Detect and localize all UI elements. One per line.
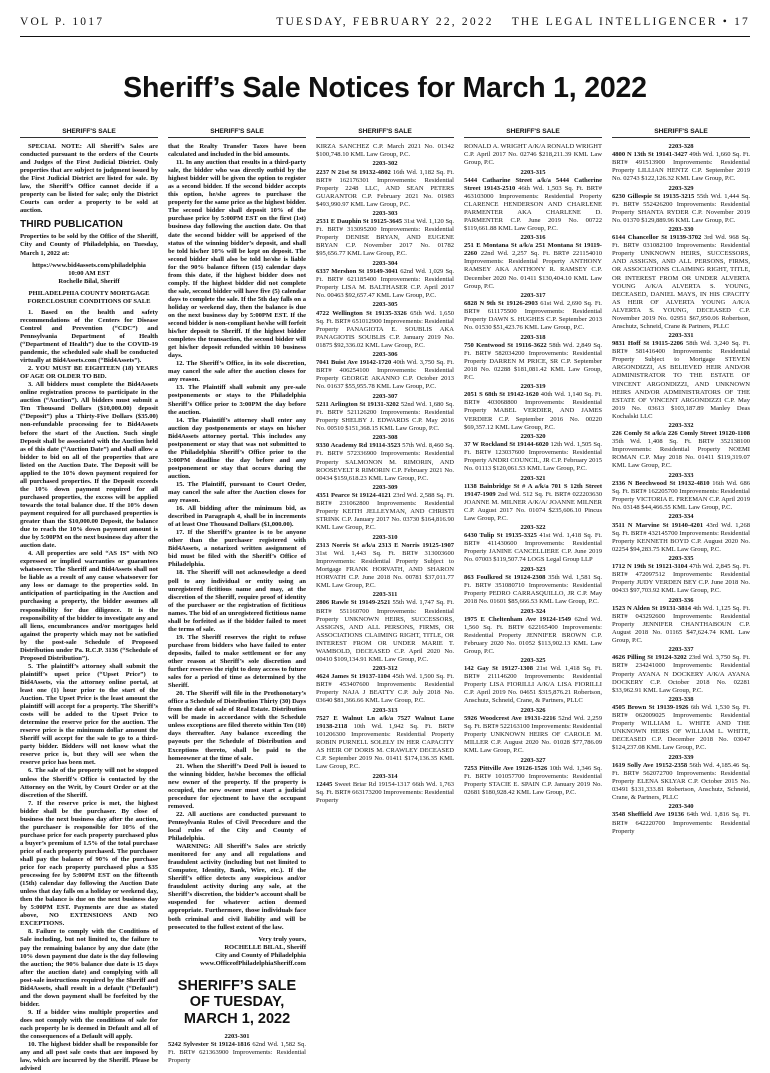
banner-line-1: SHERIFF’S SALE [177, 977, 297, 994]
writ-number: 2203-329 [668, 184, 694, 192]
writ-number: 2203-338 [668, 696, 694, 704]
listing-details: 7041 Buist Ave 19142-1720 40th Wd. 3,750 Sq. Ft. BRT# 406254100 Improvements: Residential Property GEORGE AKANNO C.P. October 2013 No. 01637 $55,955.78 KML Law Group, P.C. [316, 359, 454, 391]
writ-number: 2203-305 [372, 301, 398, 309]
condition-rule: 16. All bidding after the minimum bid, as described in Paragraph 4, shall be in increments of at least One Thousand Dollars ($1,000.00). [168, 505, 306, 529]
writ-number: 2203-321 [520, 474, 546, 482]
writ-number: 2203-328 [668, 143, 694, 150]
banner-line-3: MARCH 1, 2022 [183, 1010, 291, 1027]
conditions-heading: PHILADELPHIA COUNTY MORTGAGE FORECLOSURE CONDITIONS OF SALE [27, 289, 151, 305]
property-listing [464, 292, 602, 332]
property-listing [612, 597, 750, 645]
property-listing [464, 566, 602, 606]
property-listing [464, 475, 602, 523]
masthead-rule [20, 36, 750, 37]
property-listing [168, 1033, 306, 1065]
condition-rule: 2. YOU MUST BE EIGHTEEN (18) YEARS OF AGE OR OLDER TO BID. [20, 365, 158, 381]
listing-details: 4800 N 13th St 19141-3427 49th Wd. 1,660 Sq. Ft. BRT# 491513900 Improvements: Residential Property LILLIAN HENTZ C.P. September 2019 No. 02743 $122,126.32 KML Law Group, P.C. [612, 151, 750, 183]
condition-rule: 1. Based on the health and safety recommendations of the Centers for Disease Control and Prevention (“CDC”) and Pennsylvania Department of Health (“Department of Health”) due to the COVID-19 pandemic, the scheduled sale shall be conducted virtually at Bid4Assets.com (“Bid4Assets”). [20, 308, 158, 365]
listing-details: 142 Gay St 19127-1308 21st Wd. 1,418 Sq. Ft. BRT# 211146200 Improvements: Residential Property LISA FIORILLI A/K/A LISA FIORILLI C.P. April 2019 No. 04651 $315,876.21 Robertson, Anschutz, Schneid, Crane, & Partners, PLLC [464, 665, 602, 705]
listing-details: 1138 Bainbridge St # A a/k/a 701 S 12th Street 19147-1909 2nd Wd. 512 Sq. Ft. BRT# 022203630 JOANNE M. MILNER A/K/A/ JOANNE MILNER C.P. August 2017 No. 01074 $235,606.10 Pincus Law Group, P.C. [464, 482, 602, 522]
property-listing [464, 169, 602, 233]
writ-number: 2203-332 [668, 422, 694, 430]
column-1 [20, 143, 158, 1073]
condition-rule: 14. The Plaintiff’s attorney shall enter any auction day postponements or stays on his/her Bid4Assets attorney portal. This includes any postponement or stay that was not submitted to the Philadelphia Sheriff’s Office prior to the 3:00PM deadline the day before and any postponement or stay that occurs during the auction. [168, 416, 306, 480]
listing-details: 1619 Solly Ave 19152-2358 56th Wd. 4,185.46 Sq. Ft. BRT# 562072700 Improvements: Residential Property ELENA SKLYAR C.P. October 2015 No. 03491 $131,333.81 Robertson, Anschutz, Schneid, Crane, & Partners, PLLC [612, 761, 751, 801]
condition-rule: 11. In any auction that results in a third-party sale, the bidder who was directly outbid by the highest bidder will be given the option to register as a second bidder. If the second bidder accepts this option, he/she agrees to purchase the property for the same price as the highest bidder. The second bidder shall deposit 10% of the purchase price by 5:00PM EST on the first (1st) business day following the auction date. On that date the second bidder will be apprised of the status of the winning bidder’s deposit, and shall be told his/her 10% will be kept on deposit. The second bidder shall also be told he/she is liable for the 90% balance fifteen (15) calendar days from this date, if the highest bidder does not comply. If the highest bidder did not complete the sale, second bidder will have five (5) calendar days to complete the sale. If the 5th day falls on a holiday or weekend day, then the balance is due on the next business day by 5:00PM EST. If the second bidder is non-compliant he/she will forfeit his/her deposit to Sheriff. If the highest bidder completes the transaction, the second bidder will get his/her deposit refunded within 10 business days. [168, 159, 306, 360]
property-listing [612, 696, 750, 752]
writ-number: 2203-337 [668, 646, 694, 654]
property-listing [316, 665, 454, 705]
listing-details: KIRZA SANCHEZ C.P. March 2021 No. 01342 $100,748.10 KML Law Group, P.C. [316, 143, 454, 159]
listing-details: 7527 E Walnut Ln a/k/a 7527 Walnut Lane 19138-2118 10th Wd. 1,942 Sq. Ft. BRT# 101206300 Improvements: Residential Property ROBIN PURNELL SOLELY IN HER CAPACITY AS HEIR OF DORIS M. CRAWLEY DECEASED C.P. September 2019 No. 01411 $174,136.35 KML Law Group, P.C. [316, 714, 454, 771]
writ-number: 2203-317 [520, 292, 546, 300]
listing-details: 6144 Chancellor St 19139-3702 3rd Wd. 968 Sq. Ft. BRT# 031082100 Improvements: Residential Property UNKNOWN HEIRS, SUCCESSORS, AND ASSIGNS, AND ALL PERSONS, FIRMS, OR ASSOCIATIONS CLAIMING RIGHT, TITLE, OR INTEREST FROM OR UNDER ALVERTA YOUNG A/K/A ALVERTA S. YOUNG, DECEASED, DANIEL MAYS, IN HIS CPACITY AS HEIR OF ALVERTA YOUNG A/K/A ALVERTA S. YOUNG, DECEASED C.P. November 2019 No. 02951 $67,950.06 Robertson, Anschutz, Schneid, Crane & Partners, PLLC [612, 234, 750, 330]
writ-number: 2203-334 [668, 513, 694, 521]
auction-time: 10:00 AM EST [68, 269, 110, 277]
property-listing [464, 757, 602, 797]
warning-notice: WARNING: All Sheriff’s Sales are strictly monitored for any and all regulations and fraudulent activity (including but not limited to Computer, Identity, Bank, Wire, etc.). If the Sheriff’s office detects any suspicious and/or fraudulent activity during any sale, at the Sheriff’s discretion, the bidder’s account shall be suspended for whatever action deemed appropriate. Furthermore, those individuals face both criminal and civil liability and will be prosecuted to the fullest extent of the law. [168, 843, 306, 931]
property-listing [464, 383, 602, 431]
column-heading-1: SHERIFF'S SALE [20, 128, 158, 138]
condition-rule: 10. The highest bidder shall be responsible for any and all post sale costs that are imposed by law, which are incurred by the Sheriff. Please be advised [20, 1041, 158, 1073]
listing-details: RONALD A. WRIGHT A/K/A RONALD WRIGHT C.P. April 2017 No. 02746 $218,211.39 KML Law Group, P.C. [464, 143, 602, 167]
writ-number: 2203-312 [372, 665, 398, 673]
property-listing [316, 484, 454, 532]
writ-number: 2203-326 [520, 706, 546, 714]
property-listing [464, 524, 602, 564]
listing-details: 6828 N 9th St 19126-2903 61st Wd. 2,690 Sq. Ft. BRT# 611175500 Improvements: Residential Property DAWN S. HUGHES C.P. September 2013 No. 01530 $51,423.76 KML Law Group, P.C. [464, 300, 602, 332]
property-listing [464, 334, 602, 382]
publication-note: Properties to be sold by the Office of the Sheriff, City and County of Philadelphia, on Tuesday, March 1, 2022 at: [20, 233, 158, 257]
listing-details: 7253 Pittville Ave 19126-1526 10th Wd. 1,346 Sq. Ft. BRT# 101057700 Improvements: Residential Property STACIE E. SPAIN C.P. January 2019 No. 02681 $180,928.42 KML Law Group, P.C. [464, 764, 602, 796]
property-listing [316, 351, 454, 391]
column-3 [316, 143, 454, 1013]
condition-rule: that the Realty Transfer Taxes have been calculated and included in the bid amounts. [168, 143, 306, 159]
property-listing [612, 143, 750, 183]
property-listing [316, 434, 454, 482]
condition-rule: 19. The Sheriff reserves the right to refuse purchase from bidders who have failed to enter deposits, failed to make settlement or for any other reason at Sheriff’s sole discretion and further reserves the right to deny access to future sales for a period of time as determined by the Sheriff. [168, 633, 306, 690]
publication-heading: THIRD PUBLICATION [20, 219, 123, 231]
writ-number: 2203-302 [372, 160, 398, 168]
writ-number: 2203-336 [668, 596, 694, 604]
sale-date-banner [168, 978, 306, 1028]
listing-details: 5211 Arlington St 19131-3202 52nd Wd. 1,680 Sq. Ft. BRT# 521126200 Improvements: Residential Property SHELBY J. EDWARDS C.P. May 2016 No. 00510 $151,368.15 KML Law Group, P.C. [316, 400, 454, 432]
writ-number: 2203-335 [668, 555, 694, 563]
writ-number: 2203-318 [520, 333, 546, 341]
listing-details: 2806 Rawle St 19149-2521 55th Wd. 1,747 Sq. Ft. BRT# 551160700 Improvements: Residential Property UNKNOWN HEIRS, SUCCESSORS, ASSIGNS, AND ALL PERSONS, FIRMS, OR ASSOCIATIONS CLAIMING RIGHT, TITLE, OR INTEREST FROM OR UNDER MARIE T. WAMBOLD, DECEASED C.P. April 2020 No. 00410 $109,134.91 KML Law Group, P.C. [316, 599, 454, 663]
auction-url[interactable]: https://www.bid4assets.com/philadelphia [32, 261, 146, 269]
listing-details: 1975 E Cheltenham Ave 19124-1549 62nd Wd. 1,560 Sq. Ft. BRT# 622165400 Improvements: Residential Property JENNIFER BROWN C.P. February 2020 No. 01052 $113,902.13 KML Law Group, P.C. [464, 615, 602, 655]
property-listing [464, 608, 602, 656]
writ-number: 2203-301 [224, 1033, 250, 1041]
condition-rule: 18. The Sheriff will not acknowledge a deed poll to any individual or entity using an unregistered fictitious name and may, at the discretion of the Sheriff, require proof of identity of the purchaser or the registration of fictitious names. The bid of an unregistered fictitious name shall be forfeited as if the bidder failed to meet the terms of sale. [168, 569, 306, 633]
writ-number: 2203-304 [372, 259, 398, 267]
property-listing [316, 393, 454, 433]
listing-details: 2051 S 68th St 19142-1620 40th Wd. 1,140 Sq. Ft. BRT# 403068800 Improvements: Residential Property MABEL VERDIER, AND JAMES VERDIER C.P. September 2016 No. 00220 $69,357.12 KML Law Group, P.C. [464, 391, 602, 431]
property-listing [612, 226, 750, 331]
listing-details: 5444 Catharine Street a/k/a 5444 Catherine Street 19143-2510 46th Wd. 1,503 Sq. Ft. BRT# 463103000 Improvements: Residential Property CLARENCE HENDERSON AND CHARLENE PARMENTER AKA CHARLENE D. PARMENTER C.P. June 2019 No. 00722 $119,661.88 KML Law Group, P.C. [464, 176, 602, 232]
publication-name: THE LEGAL INTELLIGENCER • 17 [511, 16, 750, 28]
issue-date: TUESDAY, FEBRUARY 22, 2022 [276, 16, 494, 28]
property-listing [612, 803, 750, 835]
writ-number: 2203-319 [520, 383, 546, 391]
writ-number: 2203-325 [520, 657, 546, 665]
listing-details: 9831 Hoff St 19115-2206 58th Wd. 3,240 Sq. Ft. BRT# 581416400 Improvements: Residential Property Subject to Mortgage STEVEN ARGONDIZZI, AS BELIEVED HEIR AND/OR ADMINISTRATOR TO THE ESTATE OF VINCENT ARGONDIZZI, AND UNKNOWN HEIRS AND/OR ADMINISTRATORS OF THE ESTATE OF VINCENT ARGONDIZZI C.P. May 2019 No. 03613 $103,187.89 Manley Deas Kochalski LLC [612, 340, 750, 420]
property-listing [316, 591, 454, 663]
property-listing [464, 657, 602, 705]
column-5 [612, 143, 750, 1013]
condition-rule: 17. If the Sheriff’s grantee is to be anyone other than the purchaser registered with Bid4Assets, a notarized written assignment of bid must be filed with the Sheriff’s Office of Philadelphia. [168, 529, 306, 569]
listing-details: 6430 Tulip St 19135-3325 41st Wd. 1,418 Sq. Ft. BRT# 411430600 Improvements: Residential Property JANINE CANCELLIERE C.P. June 2019 No. 07003 $119,507.74 LOGS Legal Group LLP [464, 532, 602, 564]
writ-number: 2203-330 [668, 226, 694, 234]
property-listing [316, 260, 454, 300]
listing-details: 4624 James St 19137-1104 45th Wd. 1,500 Sq. Ft. BRT# 453407600 Improvements: Residential Property NAJA J BEATTY C.P. July 2018 No. 03640 $81,366.66 KML Law Group, P.C. [316, 673, 454, 705]
column-4 [464, 143, 602, 1013]
column-2 [168, 143, 306, 1065]
page-title: Sheriff’s Sale Notices for March 1, 2022 [123, 72, 647, 104]
column-heading-2: SHERIFF'S SALE [168, 128, 306, 138]
writ-number: 2203-322 [520, 524, 546, 532]
newspaper-page [20, 0, 751, 1073]
listing-details: 2531 E Dauphin St 19125-3645 31st Wd. 1,120 Sq. Ft. BRT# 313095200 Improvements: Residential Property DENISE BRYAN, AND EUGENE BRYAN C.P. November 2017 No. 01782 $95,656.77 KML Law Group, P.C. [316, 218, 455, 258]
writ-number: 2203-340 [668, 803, 694, 811]
property-listing [612, 185, 750, 225]
writ-number: 2203-306 [372, 351, 398, 359]
condition-rule: 4. All properties are sold “AS IS” with NO expressed or implied warranties or guarantees whatsoever. The Sheriff and Bid4Assets shall not be liable as a result of any cause whatsoever for any loss or damage to the properties sold. In anticipation of participating in the Auction and purchasing a property, the bidder assumes all responsibility for due diligence. It is the responsibility of the bidder to investigate any and all liens, encumbrances and/or mortgages held against the property which may not be satisfied by the post-sale Schedule of Proposed Distribution under Pa. R.C.P. 3136 (“Schedule of Proposed Distribution”). [20, 550, 158, 662]
listing-details: 750 Kentwood St 19116-3622 58th Wd. 2,849 Sq. Ft. BRT# 582034200 Improvements: Residential Property DARREN M PRICE, SR C.P. September 2018 No. 02288 $181,081.42 KML Law Group, P.C. [464, 341, 602, 381]
property-listing [316, 143, 454, 159]
writ-number: 2203-331 [668, 332, 694, 340]
condition-rule: 15. The Plaintiff, pursuant to Court Order, may cancel the sale after the Auction closes for any reason. [168, 480, 306, 505]
listing-details: 9330 Academy Rd 19114-3523 57th Wd. 8,460 Sq. Ft. BRT# 572336900 Improvements: Residential Property SALMONON M. RIMORIN, AND ROOSEVELT R RIMORIN C.P. February 2021 No. 00434 $159,618.23 KML Law Group, P.C. [316, 442, 454, 482]
writ-number: 2203-314 [372, 772, 398, 780]
writ-number: 2203-315 [520, 168, 546, 176]
condition-rule: 9. If a bidder wins multiple properties and does not comply with the conditions of sale for each property he is deemed in Default and all of the consequences of a Default will apply. [20, 1008, 158, 1041]
listing-details: 2313 Norris St a/k/a 2313 E Norris 19125-1907 31st Wd. 1,443 Sq. Ft. BRT# 313003600 Improvements: Residential Property Subject to Mortgage FRANK HORVATH, AND SHARON HORVATH C.P. June 2018 No. 00781 $37,011.77 KML Law Group, P.C. [316, 541, 454, 589]
condition-rule: 3. All bidders must complete the Bid4Assets online registration process to participate in the auction (“Auction”). All bidders must submit a Ten Thousand Dollars ($10,000.00) deposit (“Deposit”) plus a Thirty-Five Dollars ($35.00) non-refundable processing fee to Bid4Assets before the start of the Auction. Such single Deposit shall be associated with the Auction held as of this date (“Auction Date”) and shall allow a bidder to bid on all of the properties that are listed on the Auction Date. The Deposit will be applied to the 10% down payment required for all purchased properties. If the Deposit exceeds the 10% down payment required for all purchased properties, the excess will be applied towards the total balance due. If the 10% down payment required for all purchased properties is greater than the $10,000.00 Deposit, the balance due to reach the 10% down payment amount is due by 5:00PM on the next business day after the auction date. [20, 381, 158, 550]
writ-number: 2203-307 [372, 392, 398, 400]
column-heading-4: SHERIFF'S SALE [464, 128, 602, 138]
condition-rule: 6. The sale of the property will not be stopped unless the Sheriff’s Office is contacted by the Attorney on the Writ, by Court Order or at the discretion of the Sheriff. [20, 767, 158, 799]
property-listing [612, 646, 750, 694]
listing-details: 6337 Mershon St 19149-3041 62nd Wd. 1,029 Sq. Ft. BRT# 621185400 Improvements: Residential Property LISA M. BALTHASER C.P. April 2017 No. 00463 $92,657.47 KML Law Group, P.C. [316, 267, 454, 300]
writ-number: 2203-311 [372, 591, 398, 599]
listing-details: 3548 Sheffield Ave 19136 64th Wd. 1,816 Sq. Ft. BRT# 642220700 Improvements: Residential Property [612, 811, 750, 835]
masthead [20, 12, 750, 34]
condition-rule: 8. Failure to comply with the Conditions of Sale including, but not limited to, the failure to pay the remaining balance by any due date (the 10% down payment due date is the day following the auction; the 90% balance due date is 15 days after the auction date) and complying with all post-sale instructions required by the Sheriff and Bid4Assets, shall result in a default (“Default”) and the down payment shall be forfeited by the bidder. [20, 928, 158, 1008]
condition-rule: 13. The Plaintiff shall submit any pre-sale postponements or stays to the Philadelphia Sheriff’s Office prior to 3:00PM the day before the auction. [168, 384, 306, 416]
listing-details: 226 Comly St a/k/a 226 Comly Street 19120-1108 35th Wd. 1,408 Sq. Ft. BRT# 352138100 Improvements: Residential Property NOEMI ROMAN C.P. May 2018 No. 01411 $119,319.07 KML Law Group, P.C. [612, 430, 750, 470]
condition-rule: 12. The Sheriff’s Office, in its sole discretion, may cancel the sale after the auction closes for any reason. [168, 360, 306, 384]
writ-number: 2203-327 [520, 756, 546, 764]
property-listing [316, 707, 454, 771]
property-listing [316, 160, 454, 208]
writ-number: 2203-323 [520, 565, 546, 573]
listing-details: 4722 Wellington St 19135-3326 65th Wd. 1,650 Sq. Ft. BRT# 651012900 Improvements: Residential Property PANAGIOTA E. SOUBLIS AKA PANAGIOTIS SOUBLIS C.P. January 2019 No. 01875 $92,336.02 KML Law Group, P.C. [316, 309, 454, 349]
listing-details: 1523 N Alden St 19131-3814 4th Wd. 1,125 Sq. Ft. BRT# 043292600 Improvements: Residential Property JENNIFER CHANTHABOUN C.P. August 2018 No. 01165 $47,624.74 KML Law Group, P.C. [612, 604, 750, 644]
writ-number: 2203-303 [372, 210, 398, 218]
writ-number: 2203-308 [372, 434, 398, 442]
writ-number: 2203-339 [668, 753, 694, 761]
property-listing [612, 422, 750, 470]
signature-office: City and County of Philadelphia [215, 951, 306, 959]
banner-line-2: OF TUESDAY, [189, 994, 285, 1011]
listing-details: 5242 Sylvester St 19124-1816 62nd Wd. 1,582 Sq. Ft. BRT# 621363900 Improvements: Residential Property [168, 1041, 306, 1065]
sheriff-name: Rochelle Bilal, Sheriff [58, 277, 120, 285]
signature-url[interactable]: www.OfficeofPhiladelphiaSheriff.com [200, 959, 306, 967]
listing-details: 12445 Sweet Briar Rd 19154-1317 66th Wd. 1,763 Sq. Ft. BRT# 663173200 Improvements: Residential Property [316, 780, 454, 804]
signature-name: ROCHELLE BILAL, Sheriff [224, 943, 306, 951]
listing-details: 251 E Montana St a/k/a 251 Montana St 19119-2260 22nd Wd. 2,257 Sq. Ft. BRT# 221154010 Improvements: Residential Property ANTHONY RAMSEY AKA ANTHONY R. RAMSEY C.P. December 2020 No. 01411 $130,404.10 KML Law Group, P.C. [464, 242, 602, 290]
property-listing [612, 332, 750, 421]
property-listing [612, 472, 750, 512]
condition-rule: 5. The plaintiff’s attorney shall submit the plaintiff’s upset price (“Upset Price”) to Bid4Assets, via the attorney online portal, at least one (1) hour prior to the start of the Auction. The Upset Price is the least amount the plaintiff will accept for a property. The Sheriff’s costs will be added to the Upset Price to determine the reserve price for the auction. The reserve price is the minimum dollar amount the Sheriff will accept for the sale to go to a third-party bidder. Bidders will not know what the reserve price is, but they will see when the reserve price has been met. [20, 662, 158, 767]
condition-rule: 22. All auctions are conducted pursuant to Pennsylvania Rules of Civil Procedure and the local rules of the City and County of Philadelphia. [168, 810, 306, 843]
property-listing [612, 754, 750, 802]
listing-details: 4351 Pearce St 19124-4121 23rd Wd. 2,588 Sq. Ft. BRT# 231062800 Improvements: Residential Property KEITH JELLEYMAN, AND CHRISTI STRINK C.P. January 2017 No. 03730 $164,816.90 KML Law Group, P.C. [316, 492, 454, 532]
listing-details: 5926 Woodcrest Ave 19131-2216 52nd Wd. 2,259 Sq. Ft. BRT# 522163100 Improvements: Residential Property UNKNOWN HEIRS OF CAROLE M. MILLER C.P. August 2020 No. 01028 $77,786.09 KML Law Group, P.C. [464, 714, 602, 755]
property-listing [316, 773, 454, 805]
writ-number: 2203-310 [372, 533, 398, 541]
listing-details: 2237 N 21st St 19132-4802 16th Wd. 1,182 Sq. Ft. BRT# 162176301 Improvements: Residential Property 2248 LLC, AND SEAN PETERS GUARANTOR C.P. February 2021 No. 01983 $493,990.97 KML Law Group, P.C. [316, 168, 454, 208]
listing-details: 6230 Gillespie St 19135-3215 55th Wd. 1,444 Sq. Ft. BRT# 552426200 Improvements: Residential Property SHANTA RYDER C.P. November 2019 No. 01370 $129,889.96 KML Law Group, P.C. [612, 192, 750, 224]
writ-number: 2203-313 [372, 706, 398, 714]
property-listing [612, 555, 750, 595]
property-listing [464, 707, 602, 755]
listing-details: 4505 Brown St 19139-1926 6th Wd. 1,530 Sq. Ft. BRT# 062009025 Improvements: Residential Property WILLIAM L. WHITE AND THE UNKNOWN HEIRS OF WILLIAM L. WHITE, DECEASED C.P. December 2018 No. 03047 $124,237.08 KML Law Group, P.C. [612, 704, 750, 752]
writ-number: 2203-324 [520, 607, 546, 615]
writ-number: 2203-316 [520, 234, 546, 242]
special-note: SPECIAL NOTE: All Sheriff’s Sales are conducted pursuant to the orders of the Courts and Judges of the First Judicial District. Only properties that are subject to judgment issued by the First Judicial District are listed for sale. By law, the Sheriff’s Office cannot decide if a property can be listed for sale; only the District Courts can order a property to be sold at auction. [20, 143, 158, 215]
volume-page: VOL P. 1017 [20, 16, 105, 28]
condition-rule: 20. The Sheriff will file in the Prothonotary’s office a Schedule of Distribution Thirty (30) Days from the date of sale of Real Estate. Distribution will be made in accordance with the Schedule unless exceptions are filed thereto within Ten (10) days thereafter. Any balance exceeding the payouts per the Schedule of Distribution and Exceptions thereto, shall be paid to the homeowner at the time of sale. [168, 690, 306, 762]
property-listing [612, 513, 750, 553]
property-listing [464, 143, 602, 167]
column-heading-3: SHERIFF'S SALE [316, 128, 454, 138]
property-listing [316, 210, 454, 258]
listing-details: 2336 N Beechwood St 19132-4810 16th Wd. 686 Sq. Ft. BRT# 162205700 Improvements: Residential Property VICTORIA E. FREEMAN C.P. April 2019 No. 03148 $44,466.55 KML Law Group, P.C. [612, 479, 750, 512]
closing: Very truly yours, [258, 935, 306, 943]
writ-number: 2203-333 [668, 471, 694, 479]
writ-number: 2203-320 [520, 432, 546, 440]
property-listing [316, 301, 454, 349]
listing-details: 863 Foulkrod St 19124-2308 35th Wd. 1,581 Sq. Ft. BRT# 351080710 Improvements: Residential Property PEDRO CARRASQUILLO, JR C.P. May 2018 No. 01601 $85,666.53 KML Law Group, P.C. [464, 573, 602, 606]
property-listing [464, 433, 602, 473]
writ-number: 2203-309 [372, 484, 398, 492]
condition-rule: 7. If the reserve price is met, the highest bidder shall be the purchaser. By close of business the next business day after the auction, the purchaser is responsible for 10% of the purchase price for each property purchased plus a buyer’s premium of 1.5% of the total purchase price of each property purchased. The purchaser shall pay the balance of 90% of the purchase price for each property purchased plus a $35 processing fee by 5:00PM EST on the fifteenth (15th) calendar day following the Auction Date unless that day falls on a holiday or weekend day, then the balance is due on the next business day by 5:00PM EST. Payments are due as stated above, NO EXTENSIONS AND NO EXCEPTIONS. [20, 799, 158, 928]
listing-details: 1712 N 19th St 19121-3104 47th Wd. 2,845 Sq. Ft. BRT# 472097512 Improvements: Residential Property JUDY VERDEN BEY C.P. June 2018 No. 00433 $97,703.92 KML Law Group, P.C. [612, 563, 750, 595]
property-listing [316, 534, 454, 590]
listing-details: 37 W Rockland St 19144-6020 12th Wd. 1,505 Sq. Ft. BRT# 123037600 Improvements: Residential Property ANDRI COUNCIL, JR C.P. February 2015 No. 01113 $120,061.53 KML Law Group, P.C. [464, 441, 602, 473]
listing-details: 4626 Pilling St 19124-3202 23rd Wd. 3,750 Sq. Ft. BRT# 234241000 Improvements: Residential Property AYANA N DOCKERY A/K/A AYANA DOCKERY C.P. October 2018 No. 02281 $33,962.91 KML Law Group, P.C. [612, 654, 751, 694]
column-heading-5: SHERIFF'S SALE [612, 128, 750, 138]
property-listing [464, 234, 602, 290]
condition-rule: 21. When the Sheriff’s Deed Poll is issued to the winning bidder, he/she becomes the official new owner of the property. If the property is occupied, the new owner must start a judicial procedure for ejectment to have the occupant removed. [168, 762, 306, 810]
listing-details: 3511 N Marvine St 19140-4201 43rd Wd. 1,268 Sq. Ft. BRT# 432145700 Improvements: Residential Property KENNETH BOYD C.P. August 2020 No. 02254 $94,283.75 KML Law Group, P.C. [612, 521, 750, 553]
